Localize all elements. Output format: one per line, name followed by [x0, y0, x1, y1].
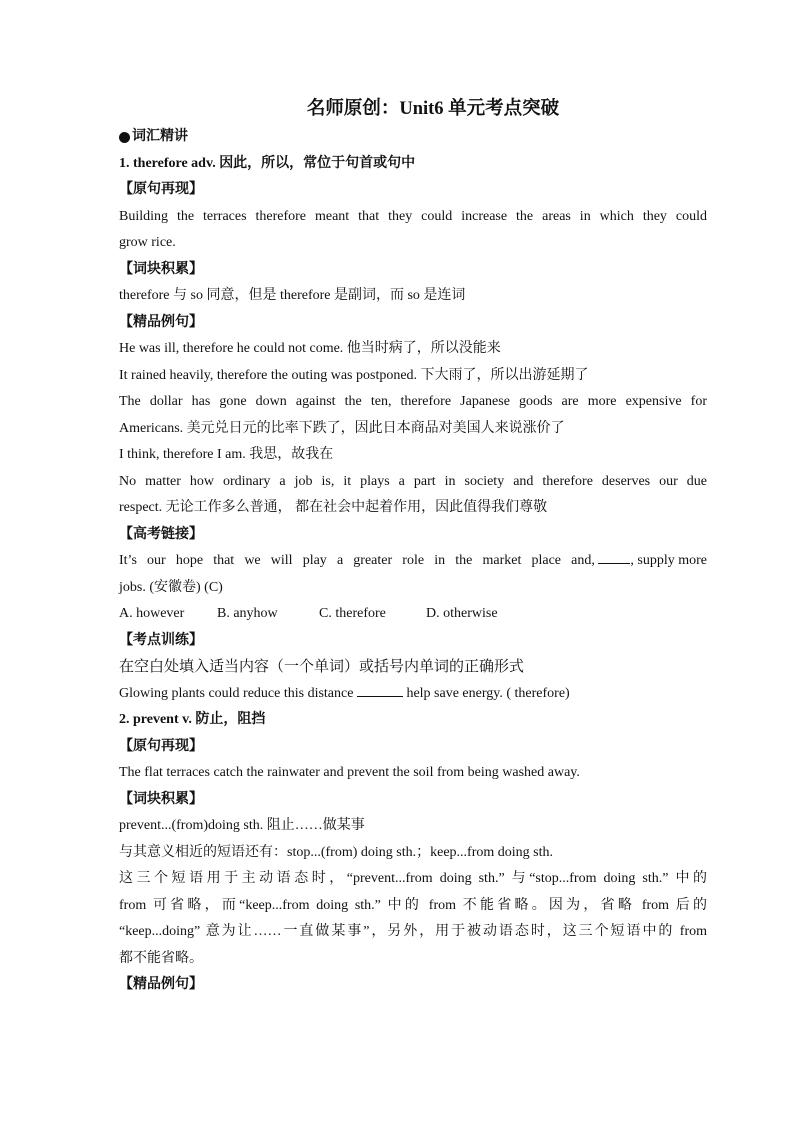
- option-d: D. otherwise: [426, 606, 498, 621]
- answer-blank: [357, 682, 403, 697]
- bullet-icon: [119, 132, 130, 143]
- example-sentence: respect. 无论工作多么普通， 都在社会中起着作用，因此值得我们尊敬: [119, 500, 548, 515]
- text-line: therefore 与 so 同意，但是 therefore 是副词，而 so 是连词: [119, 288, 466, 303]
- example-sentence: No matter how ordinary a job is, it plays a part in society and therefore deserves our due: [119, 473, 707, 489]
- text-line: 这三个短语用于主动语态时，“prevent...from doing sth.” 与“stop...from doing sth.” 中的: [119, 871, 707, 886]
- example-sentence: I think, therefore I am. 我思，故我在: [119, 447, 334, 462]
- example-sentence: The dollar has gone down against the ten, therefore Japanese goods are more expensive for: [119, 394, 707, 409]
- label-yuanju: 【原句再现】: [119, 738, 203, 754]
- label-liju: 【精品例句】: [119, 977, 203, 992]
- option-a: A. however: [119, 606, 185, 621]
- exercise-question: [119, 681, 707, 708]
- exam-question: [119, 548, 707, 575]
- example-sentence: Americans. 美元兑日元的比率下跌了，因此日本商品对美国人来说涨价了: [119, 420, 565, 436]
- example-sentence: He was ill, therefore he could not come. 他当时病了，所以没能来: [119, 341, 501, 356]
- text-line: The flat terraces catch the rainwater and prevent the soil from being washed away.: [119, 765, 580, 780]
- question-text: , supply more: [630, 553, 707, 568]
- item1-heading: 1. therefore adv. 因此，所以，常位于句首或句中: [119, 155, 416, 171]
- example-sentence: It rained heavily, therefore the outing was postponed. 下大雨了，所以出游延期了: [119, 367, 589, 383]
- text-line: prevent...(from)doing sth. 阻止……做某事: [119, 818, 365, 833]
- answer-options: [119, 601, 707, 628]
- document-page: [119, 94, 707, 999]
- section-title: 词汇精讲: [132, 129, 188, 144]
- question-text: Glowing plants could reduce this distance: [119, 685, 354, 701]
- label-yuanju: 【原句再现】: [119, 182, 203, 197]
- question-text: It’s our hope that we will play a greater role in the market place and,: [119, 553, 595, 568]
- label-liju: 【精品例句】: [119, 314, 203, 330]
- page-title: 名师原创：Unit6 单元考点突破: [306, 99, 560, 119]
- answer-blank: [598, 549, 630, 564]
- text-line: from 可省略，而“keep...from doing sth.” 中的 from 不能省略。因为，省略 from 后的: [119, 897, 707, 913]
- question-text: help save energy. ( therefore): [406, 685, 570, 701]
- text-line: “keep...doing” 意为让……一直做某事”，另外，用于被动语态时，这三个短语中的 from: [119, 924, 707, 939]
- label-cikuai: 【词块积累】: [119, 261, 203, 277]
- text-line: Building the terraces therefore meant that they could increase the areas in which they could: [119, 208, 707, 224]
- label-cikuai: 【词块积累】: [119, 791, 203, 807]
- option-c: C. therefore: [319, 606, 386, 621]
- item2-heading: 2. prevent v. 防止，阻挡: [119, 712, 266, 727]
- option-b: B. anyhow: [217, 606, 278, 621]
- text-line: 都不能省略。: [119, 950, 203, 966]
- text-line: grow rice.: [119, 235, 176, 250]
- label-gaokao: 【高考链接】: [119, 526, 203, 542]
- section-heading: [119, 124, 707, 151]
- question-source: jobs. (安徽卷) (C): [119, 579, 223, 595]
- text-line: 与其意义相近的短语还有：stop...(from) doing sth.；keep...from doing sth.: [119, 844, 553, 860]
- exercise-instruction: 在空白处填入适当内容（一个单词）或括号内单词的正确形式: [119, 659, 525, 675]
- label-xunlian: 【考点训练】: [119, 632, 203, 648]
